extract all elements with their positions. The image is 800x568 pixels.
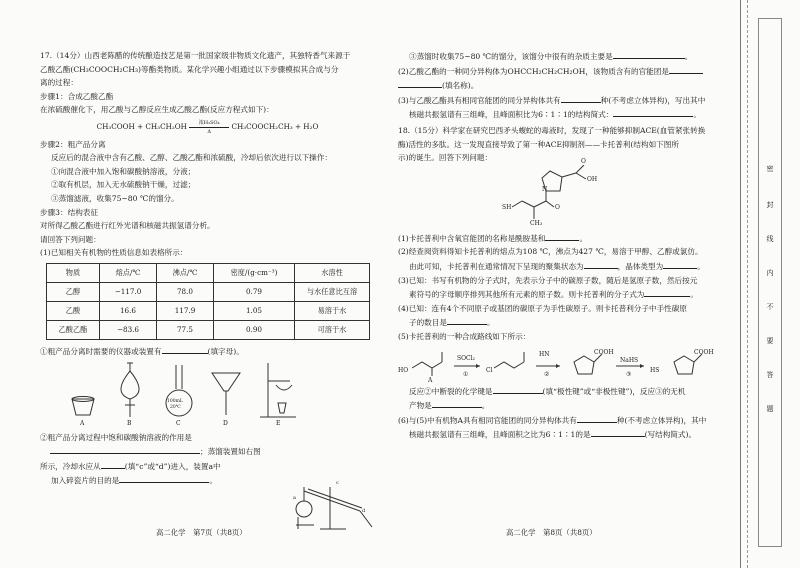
part1-q1 [40, 344, 375, 359]
step3-title: 步骤3：结构表征 [40, 207, 98, 217]
part2-line1 [398, 64, 716, 79]
part1-q2-text: ②粗产品分离过程中饱和碳酸钠溶液的作用是 [40, 432, 192, 442]
route-step-1: ① [463, 370, 469, 378]
table-cell: 可溶于水 [295, 320, 370, 339]
binding-margin [733, 0, 800, 568]
answer-blank[interactable] [577, 413, 617, 423]
step2-title: 步骤2：粗产品分离 [40, 139, 106, 149]
table-cell: 与水任意比互溶 [295, 282, 370, 301]
esterification-equation [40, 120, 375, 134]
route-cooh-2: COOH [694, 348, 714, 356]
apparatus-label-a: A [80, 419, 85, 427]
step2-op-3: ③蒸馏滤液，收集75~80 ℃的馏分。 [51, 193, 179, 203]
answer-blank[interactable] [398, 78, 442, 88]
table-cell: −117.0 [100, 282, 157, 301]
q18-part4-text: 子的数目是 [409, 318, 447, 328]
answer-blank[interactable] [101, 459, 125, 469]
q18-part5: (5)卡托普利的一种合成路线如下所示： [398, 331, 531, 341]
q18-part4-line1: (4)已知：连有4个不同原子或基团的碳原子为手性碳原子。则卡托普利分子中手性碳原 [398, 303, 687, 313]
table-cell: 0.90 [214, 320, 295, 339]
ask-text: 请回答下列问题： [40, 234, 101, 244]
table-row [47, 282, 370, 301]
table-header: 密度/(g·cm⁻³) [214, 263, 295, 282]
fold-word: 封 [766, 201, 774, 209]
route-step-3: ③ [626, 370, 632, 378]
q18-part5-text: 反应②中断裂的化学键是 [409, 386, 493, 396]
q18-part6-text: (6)与(5)中有机物A具有相同官能团的同分异构体共有 [398, 415, 577, 425]
period: 。 [209, 476, 217, 486]
table-header: 物质 [47, 263, 100, 282]
apparatus-label-c: C [176, 419, 181, 427]
apparatus-label-d: D [223, 419, 228, 427]
dist-label-a: a [293, 495, 296, 501]
equation-products: CH₃COOCH₂CH₃ + H₂O [231, 121, 319, 131]
part3-text: (3)与乙酸乙酯具有相同官能团的同分异构体共有 [398, 95, 561, 105]
q18-part4-line2 [398, 315, 716, 330]
part1-text: (1)已知相关有机物的性质信息如表格所示： [40, 248, 188, 258]
q18-part3-line2 [398, 287, 716, 302]
route-drawing [398, 344, 716, 384]
page-footer-right: 高二化学 第8页（共8页） [506, 528, 597, 537]
q18-part2-text: 由此可知，卡托普利在通常情况下呈现的聚集状态为 [409, 261, 584, 271]
table-row [47, 320, 370, 339]
route-compound-a: A [428, 376, 433, 384]
q18-part5-line1 [398, 384, 716, 399]
q18-part6-text-4: (写结构简式)。 [644, 430, 697, 440]
q18-part5-text-3: 产物是 [409, 401, 432, 411]
part2-line2 [398, 78, 716, 93]
step2-op-2: ②取有机层，加入无水硫酸钠干燥，过滤； [51, 180, 196, 190]
route-cl: Cl [486, 366, 493, 374]
step1-title: 步骤1：合成乙酸乙酯 [40, 91, 114, 101]
step2-text: 反应后的混合液中含有乙酸、乙醇、乙酸乙酯和浓硫酸，冷却后依次进行以下操作： [51, 153, 332, 163]
apparatus-label-b: B [127, 419, 132, 427]
distillation-apparatus [290, 475, 378, 531]
part1-q3-text: ③蒸馏时收集75~80 ℃的馏分，该馏分中很有的杂质主要是 [409, 52, 613, 61]
part1-q2-line1 [40, 431, 375, 445]
right-column [398, 49, 716, 442]
part3-text-2: 种(不考虑立体异构)，写出其中 [600, 95, 706, 105]
fold-word: 答 [766, 371, 774, 379]
table-cell: 16.6 [100, 301, 157, 320]
atom-sh: SH [502, 203, 512, 211]
table-header: 熔点/℃ [100, 263, 157, 282]
q18-part6-text-2: 种(不考虑立体异构)，其中 [616, 415, 707, 425]
equation-reactants: CH₃COOH + CH₃CH₂OH [96, 121, 187, 131]
fold-word: 题 [766, 405, 774, 413]
flask-volume-label: 100mL [167, 398, 183, 404]
part1-q2-chips-text: 加入碎瓷片的目的是 [51, 476, 120, 486]
fold-word: 内 [766, 269, 774, 277]
reaction-conditions [189, 121, 229, 133]
table-cell: 乙酸乙酯 [47, 320, 100, 339]
apparatus-label-e: E [276, 419, 281, 427]
part1-q3 [398, 49, 716, 64]
q18-part5-line2 [398, 398, 716, 413]
route-hs: HS [650, 366, 660, 374]
captopril-drawing [498, 165, 628, 231]
dist-label-c: c [336, 480, 339, 486]
properties-table [46, 263, 370, 340]
q18-intro-3: 示)的诞生。回答下列问题： [398, 153, 493, 163]
answer-blank[interactable] [644, 287, 690, 297]
answer-blank[interactable] [561, 93, 601, 103]
apparatus-figure [50, 359, 375, 431]
part3-line1 [398, 93, 716, 108]
route-reagent-socl2: SOCl₂ [457, 354, 475, 362]
q17-intro-3: 离的过程： [40, 78, 78, 88]
period: 。 [481, 401, 490, 411]
answer-blank[interactable] [591, 427, 645, 437]
fold-word: 线 [766, 235, 774, 243]
flask-temp-label: 20℃ [170, 404, 181, 410]
q18-part2-text-2: ，晶体类型为 [617, 261, 664, 271]
fold-line [740, 0, 741, 568]
answer-blank[interactable] [584, 259, 618, 269]
table-header: 沸点/℃ [157, 263, 214, 282]
part1-q1-text: ①粗产品分离时需要的仪器或装置有 [40, 346, 162, 356]
heat-label: Δ [207, 128, 211, 135]
q17-intro-2: 乙酸乙酯(CH₃COOCH₂CH₃)等酯类物质。某化学兴趣小组通过以下步骤模拟其合成与分 [40, 64, 339, 74]
atom-o-amide: O [555, 203, 560, 211]
step1-text: 在浓硫酸催化下，用乙酸与乙醇反应生成乙酸乙酯(反应方程式如下)： [40, 105, 274, 115]
table-header: 水溶性 [295, 263, 370, 282]
table-cell: −83.6 [100, 320, 157, 339]
answer-blank[interactable] [613, 49, 685, 59]
answer-blank[interactable] [493, 384, 543, 394]
part2-text: (2)乙酸乙酯的一种同分异构体为OHCCH₂CH₂CH₂OH，该物质含有的官能团是 [398, 66, 669, 76]
part1-q2-line2 [40, 444, 290, 459]
part2-suffix: (填名称)。 [442, 81, 479, 91]
answer-blank[interactable] [669, 64, 703, 74]
route-ho: HO [398, 366, 409, 374]
answer-blank[interactable] [447, 315, 487, 325]
catalyst-label: 浓H₂SO₄ [198, 119, 220, 126]
step3-text: 对所得乙酸乙酯进行红外光谱和核磁共振氢谱分析。 [40, 221, 215, 231]
q18-part2-line2 [398, 259, 716, 274]
atom-oh: OH [587, 175, 598, 183]
answer-blank[interactable] [162, 344, 208, 354]
table-cell: 乙醇 [47, 282, 100, 301]
q18-part1-text: (1)卡托普利中含氧官能团的名称是酰胺基和 [398, 233, 546, 243]
table-cell: 易溶于水 [295, 301, 370, 320]
table-cell: 117.9 [157, 301, 214, 320]
answer-blank[interactable] [50, 444, 200, 454]
apparatus-drawing [50, 359, 300, 421]
fold-dashed-line [747, 0, 748, 568]
q18-intro-2: 酶)活性的多肽。这一发现直接导致了第一种ACE抑制剂——卡托普利(结构如下图所 [398, 139, 679, 149]
table-cell: 1.05 [214, 301, 295, 320]
fold-word: 密 [766, 165, 774, 173]
period: 。 [697, 261, 705, 271]
route-nh: HN [539, 350, 550, 358]
answer-blank[interactable] [432, 398, 482, 408]
table-cell: 77.5 [157, 320, 214, 339]
answer-blank[interactable] [663, 259, 697, 269]
table-cell: 78.0 [157, 282, 214, 301]
table-cell: 乙酸 [47, 301, 100, 320]
q18-part3-text: 素符号的字母顺序排列其他所有元素的原子数。则卡托普利的分子式为 [409, 290, 645, 300]
route-step-2: ② [544, 370, 550, 378]
route-reagent-nahs: NaHS [620, 356, 639, 364]
part3-text-3: 核磁共振氢谱有三组峰，且峰面积比为6∶1∶1的结构简式： [409, 110, 614, 120]
fold-word: 不 [766, 303, 774, 311]
period: 。 [486, 318, 495, 328]
period: 。 [579, 233, 588, 243]
route-cooh-1: COOH [594, 348, 614, 356]
q18-part6-line1 [398, 413, 716, 428]
table-row [47, 301, 370, 320]
q18-part6-text-3: 核磁共振氢谱有三组峰，且峰面积之比为6∶1∶1的是 [409, 430, 591, 440]
answer-blank[interactable] [545, 231, 579, 241]
q18-part1 [398, 231, 716, 246]
part1-q2-suffix: ；蒸馏装置如右图 [200, 447, 261, 457]
period: 。 [690, 290, 698, 300]
period: 。 [684, 52, 693, 61]
seal-box [758, 18, 782, 547]
part1-q1-suffix: (填字母)。 [207, 346, 244, 356]
fold-word: 要 [766, 337, 774, 345]
q18-part5-text-2: (填“极性键”或“非极性键”)，反应③的无机 [542, 386, 686, 396]
q18-part2-line1: (2)经查阅资料得知卡托普利的熔点为108 ℃，沸点为427 ℃，易溶于甲醇、乙醇或氯仿。 [398, 247, 703, 257]
atom-o-acid: O [581, 157, 586, 165]
part1-q2-line4 [40, 473, 301, 488]
table-header-row [47, 263, 370, 282]
part1-q2-line3 [40, 459, 290, 474]
table-cell: 0.79 [214, 282, 295, 301]
atom-ch3: CH₃ [530, 219, 543, 227]
period: 。 [693, 110, 701, 120]
q17-intro-1: 17.（14分）山西老陈醋的传统酿造技艺是第一批国家级非物质文化遗产，其独特香气来源于 [40, 51, 351, 60]
q18-part3-line1: (3)已知：书写有机物的分子式时，先表示分子中的碳原子数，随后是氢原子数，然后按元 [398, 275, 698, 285]
dist-label-d: d [362, 508, 366, 514]
atom-n: N [542, 185, 548, 193]
left-column [40, 49, 375, 514]
q18-part6-line2 [398, 427, 716, 442]
q18-intro-1: 18.（15分）科学家在研究巴西矛头蝮蛇的毒液时，发现了一种能够抑制ACE(血管紧张转换 [398, 125, 706, 135]
part1-q2-water-text: 所示，冷却水应从 [40, 461, 101, 471]
step2-op-1: ①向混合液中加入饱和碳酸钠溶液，分液； [51, 166, 196, 176]
page-footer-left: 高二化学 第7页（共8页） [156, 528, 247, 537]
part1-q2-flask-text: (填“c”或“d”)进入，装置a中 [124, 461, 221, 471]
answer-blank[interactable] [119, 473, 209, 483]
synthesis-route [398, 344, 716, 384]
answer-blank[interactable] [613, 107, 693, 117]
part3-line2 [398, 107, 716, 122]
